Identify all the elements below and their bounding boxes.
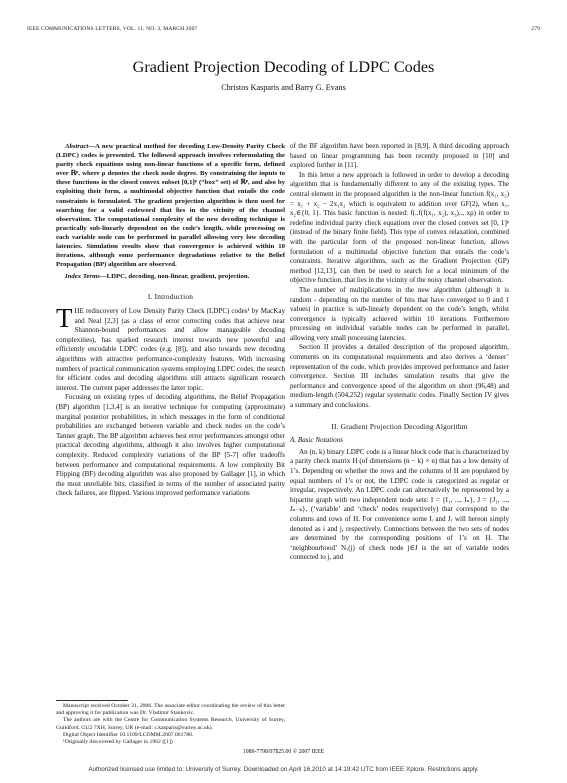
footnote-doi: Digital Object Identifier 10.1109/LCOMM.2007.061780.: [63, 731, 194, 738]
running-header-journal: IEEE COMMUNICATIONS LETTERS, VOL. 11, NO. 3, MARCH 2007: [27, 26, 198, 32]
intro-paragraph-3: of the BF algorithm have been reported in [8,9]. A third decoding approach based on linear programming has been recently proposed in [10] and explored further in [11].: [290, 142, 509, 170]
abstract: [56, 142, 285, 269]
intro-paragraph-1-text: HE rediscovery of Low Density Parity Check (LDPC) codes¹ by MacKay and Neal [2,3] (as a class of error correcting codes that achieve near Shannon-bound performances and allow manageable decoding complexities), has sparked research interest towards new powerful and efficiently encodable LDPC codes (e.g. [8]), and also towards new decoding algorithms with attractive performance-complexity features. With increasing numbers of practical communication systems employing LDPC codes, the search for efficient codes and decoding algorithms still attracts significant research interest. The current paper addresses the latter topic.: [56, 307, 285, 392]
footnote-1: ¹Originally discovered by Gallager in 1962 ([1]): [63, 739, 173, 746]
index-terms-label: Index Terms—: [65, 273, 107, 281]
footnote-manuscript: Manuscript received October 31, 2006. The associate editor coordinating the review of this letter and approving it for publication was Dr. Vladimir Stankovic.: [56, 703, 285, 717]
intro-paragraph-4: In this letter a new approach is followed in order to develop a decoding algorithm that is fundamentally different to any of the existing types. The central element in the proposed algorithm is the non-linear function f(x₁, x₂) = x₁ + x₂ − 2x₁x₂ which is equivalent to addition over GF(2), when x₁, x₂∈{0, 1}. This basic function is nested: f(..f(f(x₁, x₂), x₃).., xρ) in order to redefine individual parity check equations over the closed convex set [0, 1]ᵖ (instead of the binary finite field). This type of convex relaxation, combined with the particular form of the proposed non-linear function, allows formulation of a multimodal objective function that entails the code’s constraints. Iterative algorithms, such as the Gradient Projection (GP) method [12,13], can then be used to search for a local minimum of the objective function, that lies in the vicinity of the noisy channel observation.: [290, 170, 509, 285]
footnote-affiliation: The authors are with the Centre for Communication Systems Research, University of Surrey, Guildford, GU2 7XH, Surrey, UK (e-mail: c.kasparis@surrey.ac.uk).: [56, 717, 285, 731]
notations-paragraph: An (n, k) binary LDPC code is a linear block code that is characterized by a parity check matrix H (of dimensions (n − k) × n) that has a low density of 1’s. Depending on whether the rows and the columns of H are populated by equal numbers of 1’s or not, the LDPC code is categorized as regular or irregular, respectively. An LDPC code can alternatively be represented by a bipartite graph with two independent node sets: I = {I₁, ..., Iₙ}, J = {J₁, ..., Jₙ₋ₖ}, (‘variable’ and ‘check’ nodes respectively) that correspond to the columns and rows of H. For convenience some Iᵢ and Jⱼ will hereon simply denoted as i and j, respectively. Connections between the two sets of nodes are determined by the corresponding positions of 1’s on H. The ‘neighbourhood’ Nᵥ(j) of check node j∈J is the set of variable nodes connected to j, and: [290, 447, 509, 562]
intro-paragraph-5: The number of multiplications in the new algorithm (although it is random - depending on the number of bits that have converged to 0 and 1 values) in practice is sub-linearly dependent on the code’s length, whilst convergence is typically achieved within 10 iterations. Furthermore processing on individual variable nodes can be performed in parallel, allowing very small processing latencies.: [290, 285, 509, 342]
intro-paragraph-2: Focusing on existing types of decoding algorithms, the Belief Propagation (BP) algorithm [1,3,4] is an iterative technique for computing (approximate) marginal posterior probabilities, in which messages in the form of conditional probabilities are exchanged between variable and check nodes on the code’s Tanner graph. The BP algorithm achieves best error performances amongst other practical decoding algorithms, although it also involves higher computational complexity. Reduced complexity variations of the BP [5-7] offer tradeoffs between performance and computational requirements. A low complexity Bit Flipping (BF) decoding algorithm was also proposed by Gallager [1], in which the most unreliable bits, classified in terms of the number of associated parity check failures, are flipped. Various improved performance variations: [56, 393, 285, 498]
intro-paragraph-1: [56, 303, 285, 393]
index-terms: [56, 272, 285, 281]
abstract-text: A new practical method for decoding Low-Density Parity Check (LDPC) codes is presented. The followed approach involves reformulating the parity check equations using non-linear functions of a specific form, defined over ℝᵖ, where ρ denotes the check node degree. By constraining the inputs to these functions in the closed convex subset [0,1]ᵖ (“box” set) of ℝᵖ, and also by exploiting their form, a multimodal objective function that entails the code constraints is formulated. The gradient projection algorithm is then used for searching for a valid codeword that lies in the vicinity of the channel observation. The computational complexity of the new decoding technique is practically sub-linearly dependent on the code’s length, while processing on each variable node can be performed in parallel allowing very low decoding latencies. Simulation results show that convergence is achieved within 10 iterations, although some performance degradations relative to the Belief Propagation (BP) algorithm are observed.: [56, 143, 285, 269]
section-heading-introduction: I. Introduction: [147, 292, 194, 302]
subsection-heading-notations: A. Basic Notations: [290, 436, 344, 445]
abstract-label: Abstract—: [65, 143, 96, 150]
page-number: 279: [531, 26, 540, 32]
index-terms-text: LDPC, decoding, non-linear, gradient, projection.: [106, 273, 250, 281]
footnote-rule: [56, 700, 128, 701]
paper-authors: Christos Kasparis and Barry G. Evans: [221, 83, 346, 92]
footnotes: [56, 700, 285, 746]
issn-copyright-line: 1089-7798/07$25.00 © 2007 IEEE: [242, 749, 325, 755]
license-notice: Authorized licensed use limited to: University of Surrey. Downloaded on April 16,2010 at 14:19:42 UTC from IEEE Xplore. Restrictions apply.: [88, 766, 479, 773]
intro-paragraph-6: Section II provides a detailed description of the proposed algorithm, comments on its computational requirements and also derives a ‘denser’ representation of the code, which provides improved performance and faster convergence. Section III includes simulation results that give the performance and convergence speed of the algorithm on short (96,48) and medium-length (504,252) regular systematic codes. Finally Section IV gives a summary and conclusions.: [290, 343, 509, 410]
drop-cap: T: [56, 303, 73, 333]
left-column: [56, 142, 285, 499]
section-heading-algorithm: II. Gradient Projection Decoding Algorithm: [331, 421, 468, 431]
paper-title: Gradient Projection Decoding of LDPC Codes: [132, 58, 435, 76]
right-column: [290, 142, 509, 563]
